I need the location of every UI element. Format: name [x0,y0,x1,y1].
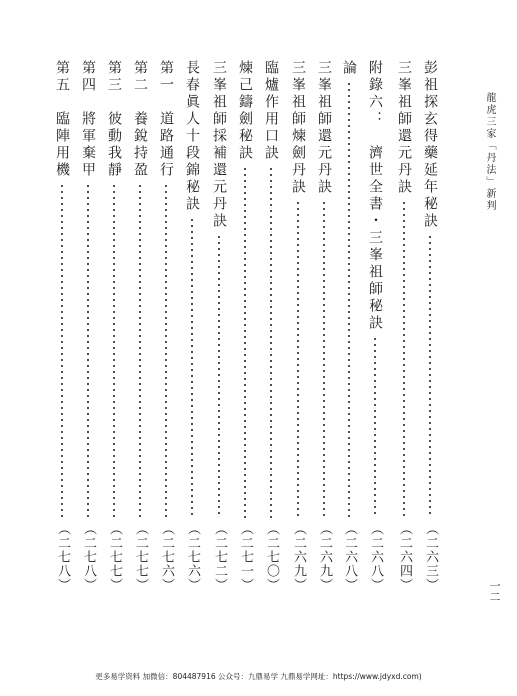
toc-dot-leader [182,217,202,518]
page-number: 一二 [488,580,501,602]
toc-entry-page: （二六九） [291,522,306,592]
toc-entry-page: （二七七） [107,522,122,592]
toc-entry-page: （二七八） [55,522,70,592]
toc-entry [365,60,385,592]
toc-entry [261,60,281,592]
toc-entry-page: （二六八） [342,522,357,592]
toc-entry-page: （二七一） [238,522,253,592]
toc-entry-title: 煉己鑄劍秘訣 [237,60,253,162]
toc-dot-leader [235,166,255,518]
toc-entry-page: （二七六） [159,522,174,592]
running-header: 龍虎三家「丹法」新判 [484,92,495,212]
toc-entry-title: 第二 養銳持盈 [132,60,148,179]
toc-entry-page: （二六四） [397,522,412,592]
toc-entry-page: （二七〇） [264,522,279,592]
toc-entry-page: （二七八） [81,522,96,592]
toc-dot-leader [52,183,72,518]
toc-entry-title: 彭祖探玄得藥延年秘訣 [422,60,438,230]
toc-dot-leader [365,336,385,518]
toc-entry [182,60,202,592]
toc-dot-leader [156,183,176,518]
toc-entry-page: （二七六） [185,522,200,592]
toc-entry [235,60,255,592]
toc-dot-leader [394,200,414,518]
toc-entry-page: （二七二） [212,522,227,592]
toc-entry-title: 第五 臨陣用機 [54,60,70,179]
toc-entry-title: 第四 將軍棄甲 [80,60,96,179]
toc-entry-title: 三峯祖師煉劍丹訣 [290,60,306,196]
toc-entry [420,60,440,592]
toc-entry-title: 論 [341,60,357,77]
toc-entry-page: （二六九） [317,522,332,592]
toc-entry-page: （二六三） [423,522,438,592]
toc-entry [52,60,72,592]
toc-entry [156,60,176,592]
toc-entry [104,60,124,592]
toc-entry-title: 第一 道路通行 [158,60,174,179]
toc-dot-leader [130,183,150,518]
toc-entry-title: 附錄六： 濟世全書・三峯祖師秘訣 [367,60,383,332]
toc-entry [209,60,229,592]
toc-entry-title: 第三 彼動我靜 [106,60,122,179]
toc-entry [394,60,414,592]
toc-entry-page: （二六八） [368,522,383,592]
toc-entry [288,60,308,592]
toc-entry [130,60,150,592]
toc-entry-title: 臨爐作用口訣 [263,60,279,162]
toc-dot-leader [420,234,440,518]
toc-dot-leader [339,81,359,518]
toc-entry-title: 三峯祖師還元丹訣 [316,60,332,196]
toc-dot-leader [261,166,281,518]
toc-entry-title: 三峯祖師還元丹訣 [396,60,412,196]
toc-entry-title: 長春眞人十段錦秘訣 [184,60,200,213]
footer-watermark-text: 更多易学资料 加微信：804487916 公众号：九鼎易学 九鼎易学网址：https://www.jdyxd.com) [95,672,422,681]
toc-dot-leader [104,183,124,518]
toc-entry [78,60,98,592]
toc-entry-title: 三峯祖師採補還元丹訣 [211,60,227,230]
toc-dot-leader [78,183,98,518]
toc-dot-leader [314,200,334,518]
toc-entry-page: （二七七） [133,522,148,592]
toc-dot-leader [209,234,229,518]
toc-entry [314,60,334,592]
toc-dot-leader [288,200,308,518]
toc-entry [339,60,359,592]
